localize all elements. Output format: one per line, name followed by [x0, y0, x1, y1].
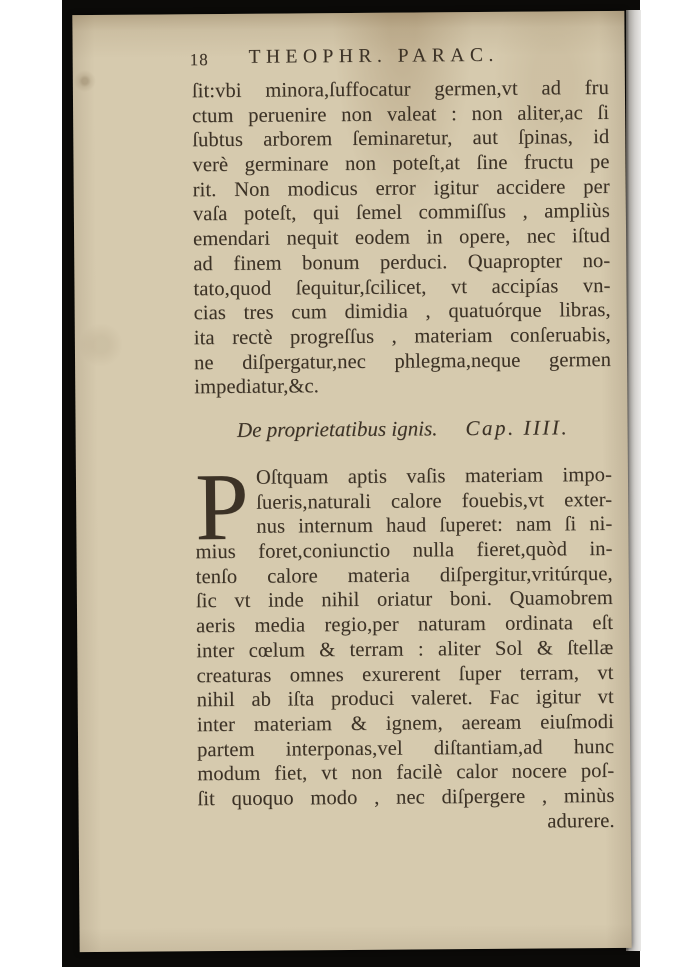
paragraph-2 — [194, 452, 615, 837]
text-line: ne diſpergatur,nec phlegma,neque germen — [193, 348, 612, 374]
text-line: ſubtus arborem ſeminaretur, aut ſpinas, id — [192, 126, 610, 152]
text-line: tenſo calore materia diſpergitur,vritúrque, — [195, 562, 613, 588]
text-line: ſueris,naturali calore fouebis,vt exter- — [256, 488, 613, 514]
running-header: THEOPHR. PARAC. — [248, 44, 499, 68]
paragraph-1 — [192, 76, 612, 400]
text-line: ſit:vbi minora,ſuffocatur germen,vt ad fru — [191, 76, 610, 103]
text-line: vaſa poteſt, qui ſemel commiſſus , ampliùs — [192, 200, 610, 226]
text-line: creaturas omnes exurerent ſuper terram, vt — [196, 661, 614, 687]
text-line: inter cœlum & terram : aliter Sol & ſtellæ — [196, 636, 614, 663]
text-line: cias tres cum dimidia , quatuórque libras, — [193, 299, 611, 325]
text-line: verè germinare non poteſt,at ſine fructu pe — [192, 151, 610, 177]
text-line: inter materiam & ignem, aeream eiuſmodi — [196, 710, 614, 737]
text-line: ita rectè progreſſus , materiam conſeruabis, — [193, 323, 611, 350]
page-header — [190, 44, 610, 71]
text-line: nihil ab iſta produci valeret. Fac igitur vt — [196, 686, 614, 712]
text-line: tato,quod ſequitur,ſcilicet, vt accipías vn- — [193, 274, 611, 300]
text-line: partem interponas,vel diſtantiam,ad hunc — [197, 735, 615, 761]
page-number: 18 — [189, 50, 209, 70]
chapter-heading — [194, 415, 611, 443]
text-line: emendari nequit eodem in opere, nec iſtud — [193, 225, 611, 251]
chapter-title: De proprietatibus ignis. — [236, 416, 438, 442]
drop-cap-initial: P — [194, 452, 250, 561]
book-page — [72, 11, 631, 952]
text-line: modum fiet, vt non facilè calor nocere poſ- — [197, 760, 615, 786]
chapter-number: Cap. IIII. — [465, 415, 570, 441]
text-line: ſit quoquo modo , nec diſpergere , minùs — [197, 784, 615, 811]
text-line: adurere. — [547, 809, 615, 833]
text-line: ctum peruenire non valeat : non aliter,ac ſi — [192, 101, 610, 127]
text-line: mius foret,coniunctio nulla fieret,quòd in- — [195, 538, 613, 564]
text-line: rit. Non modicus error igitur accidere per — [192, 175, 610, 201]
text-line: nus internum haud ſuperet: nam ſi ni- — [256, 513, 613, 539]
text-line: aeris media regio,per naturam ordinata eſt — [196, 612, 614, 638]
text-line: ad finem bonum perduci. Quapropter no- — [193, 249, 611, 276]
text-line: ſic vt inde nihil oriatur boni. Quamobrem — [195, 587, 614, 613]
text-line: impediatur,&c. — [194, 375, 320, 399]
text-line: Oſtquam aptis vaſis materiam impo- — [255, 463, 613, 489]
